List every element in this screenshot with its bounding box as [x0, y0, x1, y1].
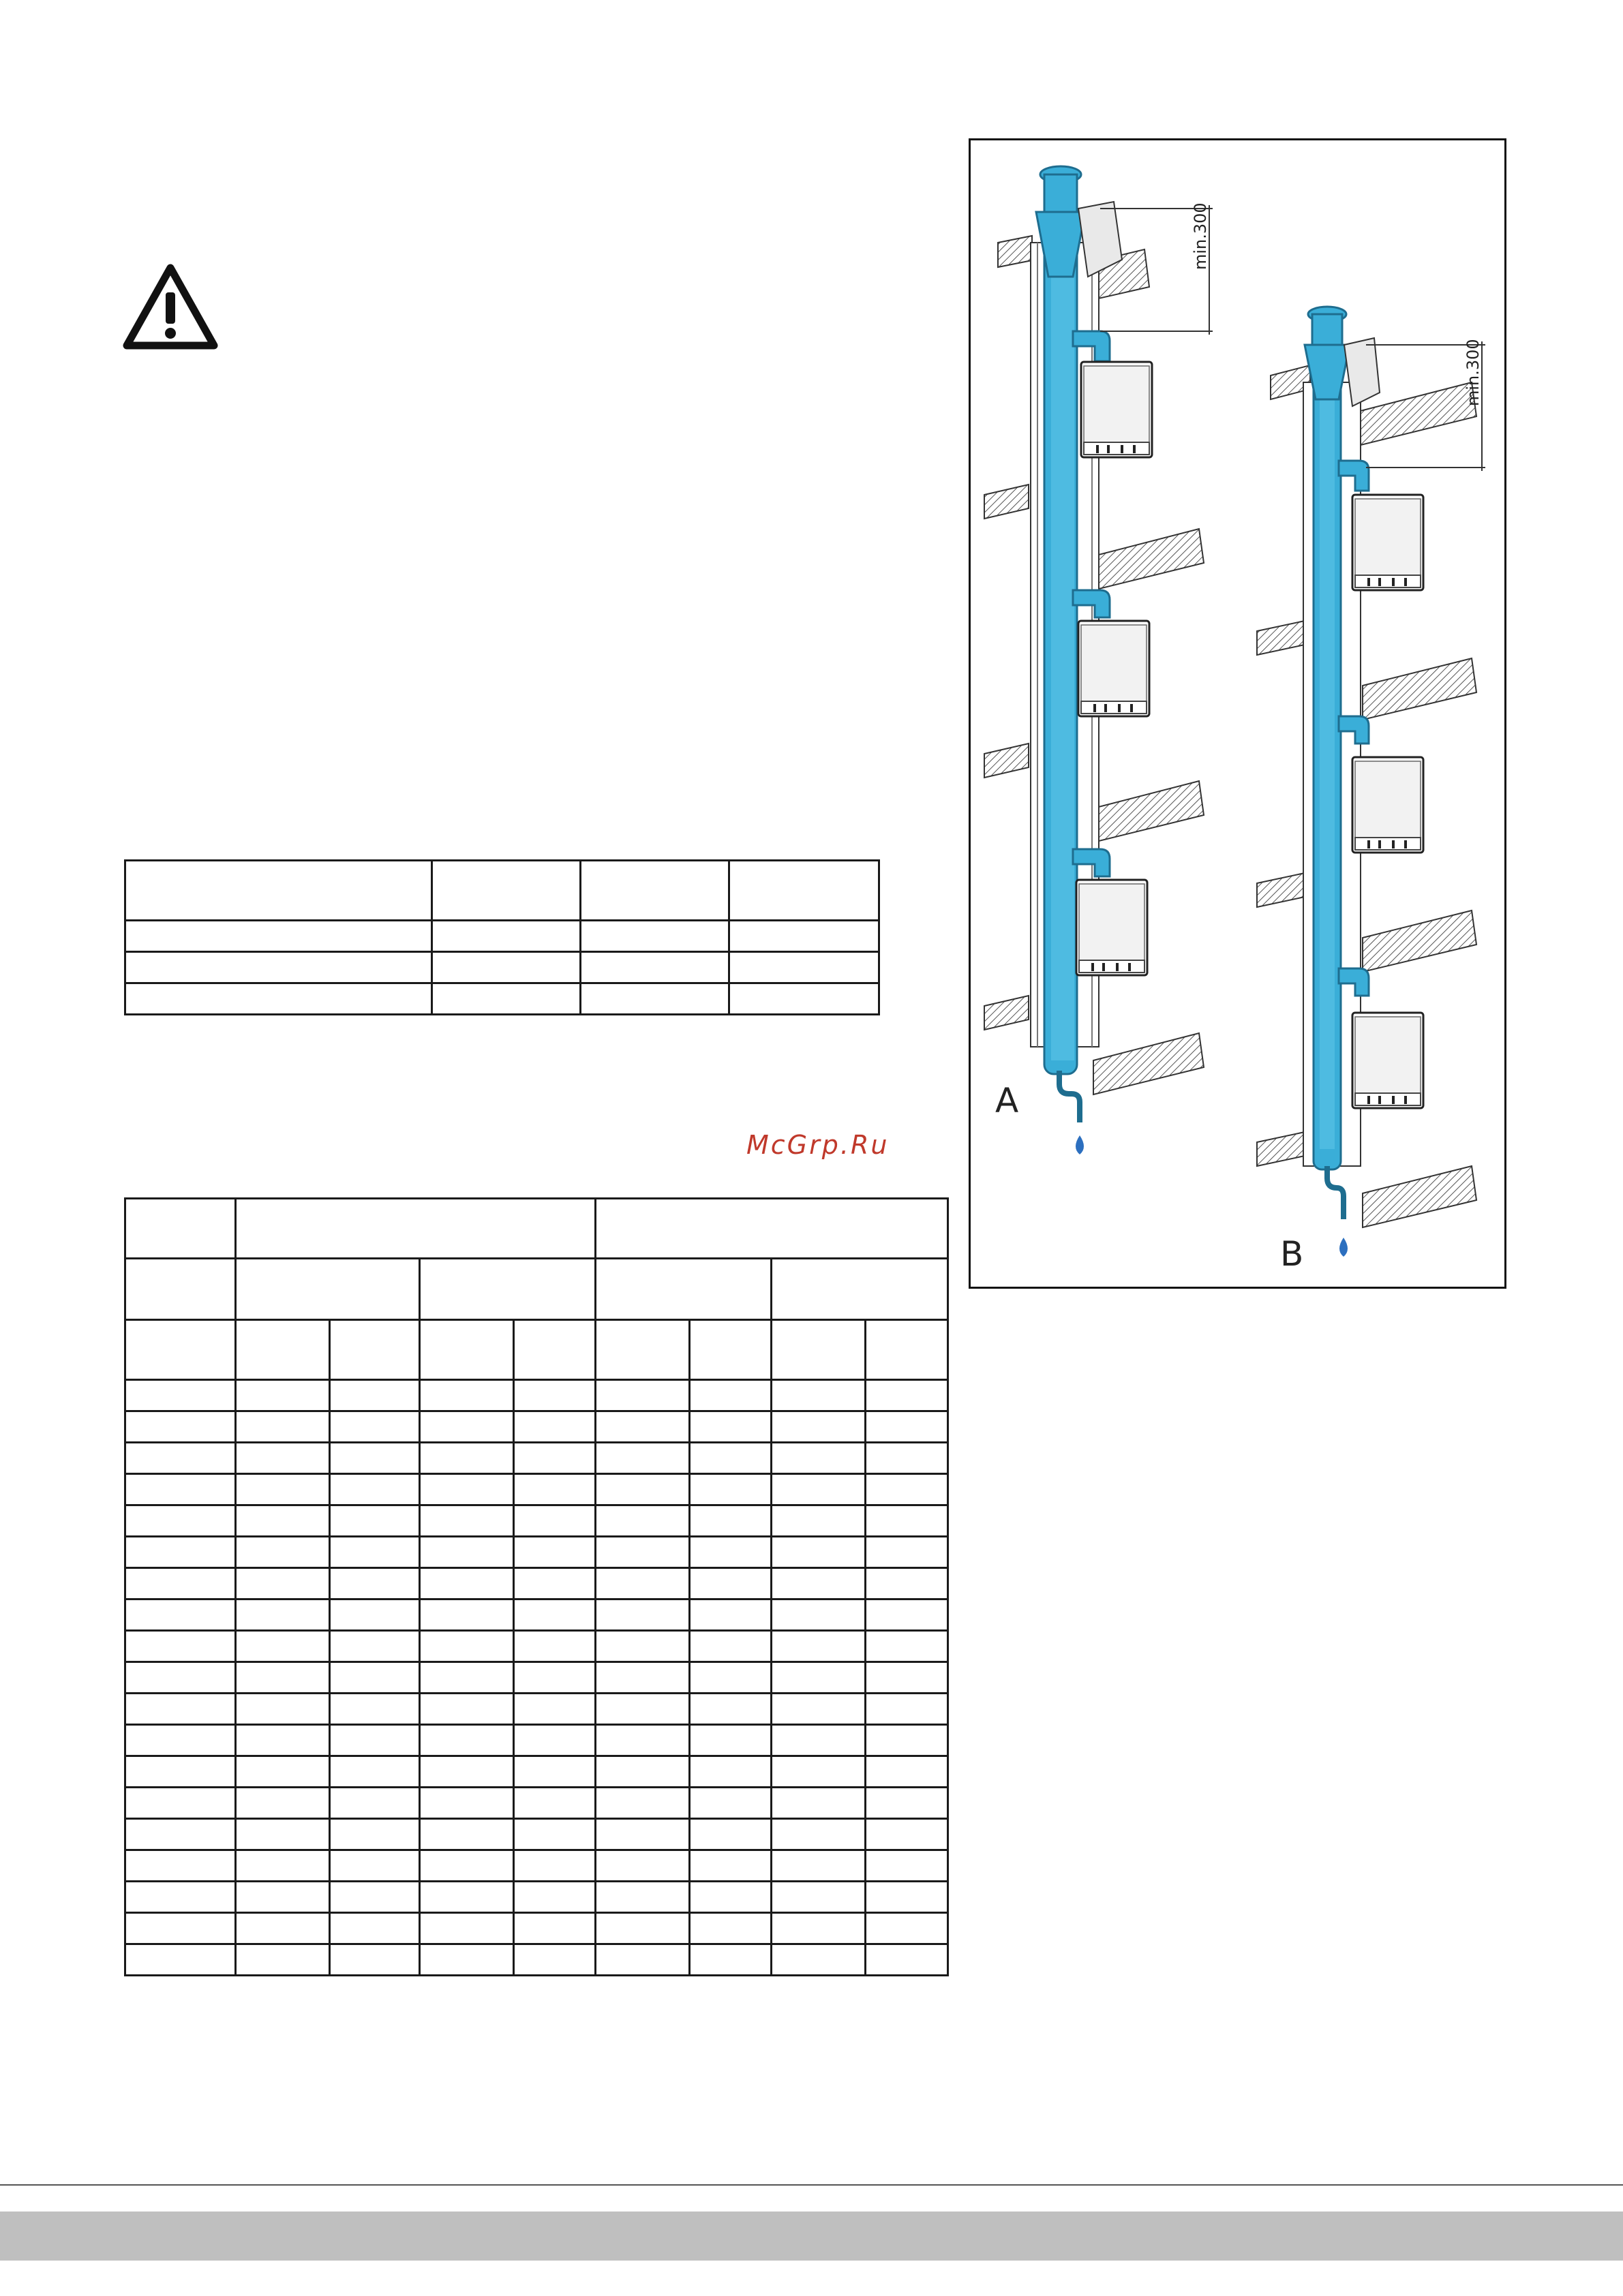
- table-cell: [514, 1474, 596, 1505]
- table-cell: [330, 1505, 420, 1537]
- footer-band: [0, 2211, 1623, 2261]
- table-cell: [690, 1631, 772, 1662]
- table-row: [125, 1537, 948, 1568]
- table-cell: [866, 1380, 948, 1411]
- footer-divider: [0, 2184, 1623, 2186]
- table-cell: [125, 1631, 236, 1662]
- table-cell: [125, 1725, 236, 1756]
- table-cell: [125, 1474, 236, 1505]
- table-cell: [236, 1505, 330, 1537]
- table-cell: [866, 1662, 948, 1694]
- large-table: [124, 1197, 949, 1976]
- table-cell: [125, 1568, 236, 1599]
- table-cell: [330, 1694, 420, 1725]
- table-cell: [330, 1725, 420, 1756]
- table-cell: [420, 1756, 514, 1788]
- table-row: [125, 1631, 948, 1662]
- table-row: [125, 1443, 948, 1474]
- table-row: [125, 921, 879, 952]
- table-cell: [236, 1411, 330, 1443]
- table-cell: [772, 1882, 866, 1913]
- watermark: McGrp.Ru: [746, 1130, 890, 1160]
- table-cell: [514, 1944, 596, 1976]
- table-cell: [596, 1568, 690, 1599]
- table-cell: [866, 1913, 948, 1944]
- table-cell: [514, 1380, 596, 1411]
- table-cell: [596, 1411, 690, 1443]
- table-cell: [690, 1537, 772, 1568]
- table-cell: [125, 1662, 236, 1694]
- table-cell: [772, 1913, 866, 1944]
- table-row: [125, 983, 879, 1015]
- table-cell: [596, 1944, 690, 1976]
- table-cell: [514, 1913, 596, 1944]
- table-header-row: [125, 1320, 948, 1380]
- table-cell: [772, 1850, 866, 1882]
- table-row: [125, 1568, 948, 1599]
- table-cell: [236, 1474, 330, 1505]
- table-cell: [690, 1411, 772, 1443]
- table-cell: [236, 1631, 330, 1662]
- table-cell: [772, 1756, 866, 1788]
- table-cell: [514, 1850, 596, 1882]
- table-cell: [772, 1474, 866, 1505]
- table-cell: [596, 1505, 690, 1537]
- table-cell: [596, 1474, 690, 1505]
- table-cell: [772, 1662, 866, 1694]
- table-cell: [866, 1694, 948, 1725]
- table-row: [125, 1725, 948, 1756]
- table-cell: [514, 1662, 596, 1694]
- table-cell: [596, 1913, 690, 1944]
- table-cell: [125, 1913, 236, 1944]
- table-cell: [125, 1443, 236, 1474]
- table-cell: [330, 1913, 420, 1944]
- table-cell: [690, 1380, 772, 1411]
- table-cell: [690, 1599, 772, 1631]
- table-cell: [420, 1662, 514, 1694]
- table-cell: [420, 1411, 514, 1443]
- table-cell: [866, 1631, 948, 1662]
- water-drop-icon: [1076, 1135, 1084, 1154]
- table-cell: [866, 1568, 948, 1599]
- table-cell: [690, 1694, 772, 1725]
- table-row: [125, 952, 879, 983]
- table-cell: [420, 1443, 514, 1474]
- table-cell: [330, 1537, 420, 1568]
- warning-triangle-icon: [123, 262, 218, 351]
- table-cell: [420, 1631, 514, 1662]
- table-cell: [236, 1850, 330, 1882]
- table-cell: [690, 1882, 772, 1913]
- table-cell: [125, 1788, 236, 1819]
- table-row: [125, 1694, 948, 1725]
- table-cell: [596, 1725, 690, 1756]
- table-cell: [596, 1788, 690, 1819]
- table-row: [125, 1756, 948, 1788]
- table-cell: [514, 1537, 596, 1568]
- table-cell: [596, 1756, 690, 1788]
- table-cell: [236, 1694, 330, 1725]
- table-cell: [866, 1944, 948, 1976]
- table-cell: [866, 1850, 948, 1882]
- table-cell: [866, 1756, 948, 1788]
- table-cell: [866, 1505, 948, 1537]
- table-cell: [125, 1694, 236, 1725]
- table-row: [125, 1882, 948, 1913]
- table-cell: [866, 1788, 948, 1819]
- table-cell: [866, 1443, 948, 1474]
- table-cell: [236, 1913, 330, 1944]
- table-cell: [330, 1819, 420, 1850]
- table-cell: [330, 1474, 420, 1505]
- table-cell: [236, 1443, 330, 1474]
- table-cell: [596, 1443, 690, 1474]
- table-cell: [772, 1631, 866, 1662]
- table-cell: [690, 1913, 772, 1944]
- table-cell: [330, 1756, 420, 1788]
- table-cell: [420, 1725, 514, 1756]
- table-cell: [866, 1474, 948, 1505]
- table-cell: [420, 1788, 514, 1819]
- variant-b-label: B: [1280, 1234, 1304, 1274]
- table-cell: [330, 1631, 420, 1662]
- table-row: [125, 1913, 948, 1944]
- table-cell: [420, 1882, 514, 1913]
- table-cell: [514, 1882, 596, 1913]
- table-cell: [125, 1537, 236, 1568]
- table-cell: [772, 1599, 866, 1631]
- table-cell: [330, 1662, 420, 1694]
- chimney-installation-figure: [969, 138, 1506, 1289]
- table-cell: [514, 1411, 596, 1443]
- table-row: [125, 1474, 948, 1505]
- table-cell: [125, 1819, 236, 1850]
- table-cell: [514, 1631, 596, 1662]
- table-cell: [690, 1944, 772, 1976]
- table-cell: [690, 1850, 772, 1882]
- table-row: [125, 1850, 948, 1882]
- table-cell: [772, 1788, 866, 1819]
- table-cell: [236, 1537, 330, 1568]
- table-header-row: [125, 1259, 948, 1320]
- table-cell: [236, 1944, 330, 1976]
- table-cell: [690, 1662, 772, 1694]
- table-cell: [596, 1537, 690, 1568]
- table-row: [125, 1819, 948, 1850]
- table-cell: [596, 1819, 690, 1850]
- variant-a-label: A: [995, 1081, 1019, 1120]
- table-header-row: [125, 1199, 948, 1259]
- table-cell: [772, 1443, 866, 1474]
- table-cell: [866, 1819, 948, 1850]
- table-row: [125, 1599, 948, 1631]
- table-cell: [866, 1882, 948, 1913]
- table-cell: [420, 1380, 514, 1411]
- table-cell: [236, 1788, 330, 1819]
- table-cell: [330, 1568, 420, 1599]
- table-cell: [330, 1882, 420, 1913]
- table-cell: [690, 1474, 772, 1505]
- variant-a: [984, 166, 1213, 1154]
- table-cell: [772, 1537, 866, 1568]
- table-cell: [596, 1599, 690, 1631]
- table-cell: [330, 1599, 420, 1631]
- table-cell: [690, 1505, 772, 1537]
- table-row: [125, 1411, 948, 1443]
- table-cell: [596, 1850, 690, 1882]
- table-cell: [596, 1631, 690, 1662]
- table-cell: [330, 1411, 420, 1443]
- table-cell: [236, 1662, 330, 1694]
- table-cell: [866, 1599, 948, 1631]
- table-cell: [420, 1474, 514, 1505]
- table-cell: [772, 1694, 866, 1725]
- table-row: [125, 1788, 948, 1819]
- table-cell: [330, 1944, 420, 1976]
- table-row: [125, 1944, 948, 1976]
- table-cell: [125, 1599, 236, 1631]
- table-cell: [514, 1505, 596, 1537]
- table-cell: [236, 1882, 330, 1913]
- table-cell: [772, 1411, 866, 1443]
- table-cell: [420, 1599, 514, 1631]
- table-cell: [420, 1913, 514, 1944]
- table-cell: [772, 1725, 866, 1756]
- table-cell: [514, 1756, 596, 1788]
- table-cell: [690, 1819, 772, 1850]
- table-cell: [772, 1505, 866, 1537]
- table-cell: [125, 1756, 236, 1788]
- table-cell: [420, 1944, 514, 1976]
- table-cell: [420, 1694, 514, 1725]
- table-cell: [125, 1380, 236, 1411]
- table-cell: [125, 1944, 236, 1976]
- table-cell: [236, 1819, 330, 1850]
- table-cell: [690, 1725, 772, 1756]
- table-cell: [420, 1537, 514, 1568]
- table-cell: [236, 1380, 330, 1411]
- table-cell: [125, 1882, 236, 1913]
- table-row: [125, 1662, 948, 1694]
- variant-b: [1257, 307, 1485, 1257]
- table-cell: [330, 1850, 420, 1882]
- small-table: [124, 859, 880, 1015]
- table-cell: [514, 1694, 596, 1725]
- table-row: [125, 1505, 948, 1537]
- table-cell: [514, 1819, 596, 1850]
- dimension-label-b: min.300: [1463, 339, 1483, 406]
- table-cell: [236, 1725, 330, 1756]
- table-cell: [330, 1788, 420, 1819]
- table-cell: [236, 1568, 330, 1599]
- table-cell: [125, 1505, 236, 1537]
- table-cell: [330, 1380, 420, 1411]
- table-cell: [690, 1788, 772, 1819]
- table-cell: [772, 1568, 866, 1599]
- table-cell: [420, 1850, 514, 1882]
- table-cell: [596, 1694, 690, 1725]
- table-cell: [236, 1756, 330, 1788]
- table-cell: [772, 1380, 866, 1411]
- dimension-label-a: min.300: [1191, 202, 1210, 270]
- table-cell: [866, 1411, 948, 1443]
- table-cell: [596, 1380, 690, 1411]
- table-cell: [866, 1537, 948, 1568]
- table-cell: [690, 1756, 772, 1788]
- table-cell: [514, 1599, 596, 1631]
- table-cell: [514, 1443, 596, 1474]
- table-header-row: [125, 861, 879, 921]
- table-cell: [420, 1568, 514, 1599]
- table-cell: [420, 1819, 514, 1850]
- table-cell: [690, 1568, 772, 1599]
- table-cell: [125, 1850, 236, 1882]
- table-cell: [596, 1882, 690, 1913]
- chimney-diagram: [971, 140, 1508, 1291]
- table-cell: [866, 1725, 948, 1756]
- table-row: [125, 1380, 948, 1411]
- table-cell: [330, 1443, 420, 1474]
- table-cell: [514, 1568, 596, 1599]
- table-cell: [772, 1944, 866, 1976]
- table-cell: [690, 1443, 772, 1474]
- table-cell: [420, 1505, 514, 1537]
- table-cell: [514, 1725, 596, 1756]
- table-cell: [125, 1411, 236, 1443]
- water-drop-icon: [1339, 1238, 1348, 1257]
- table-cell: [514, 1788, 596, 1819]
- table-cell: [596, 1662, 690, 1694]
- table-cell: [772, 1819, 866, 1850]
- table-cell: [236, 1599, 330, 1631]
